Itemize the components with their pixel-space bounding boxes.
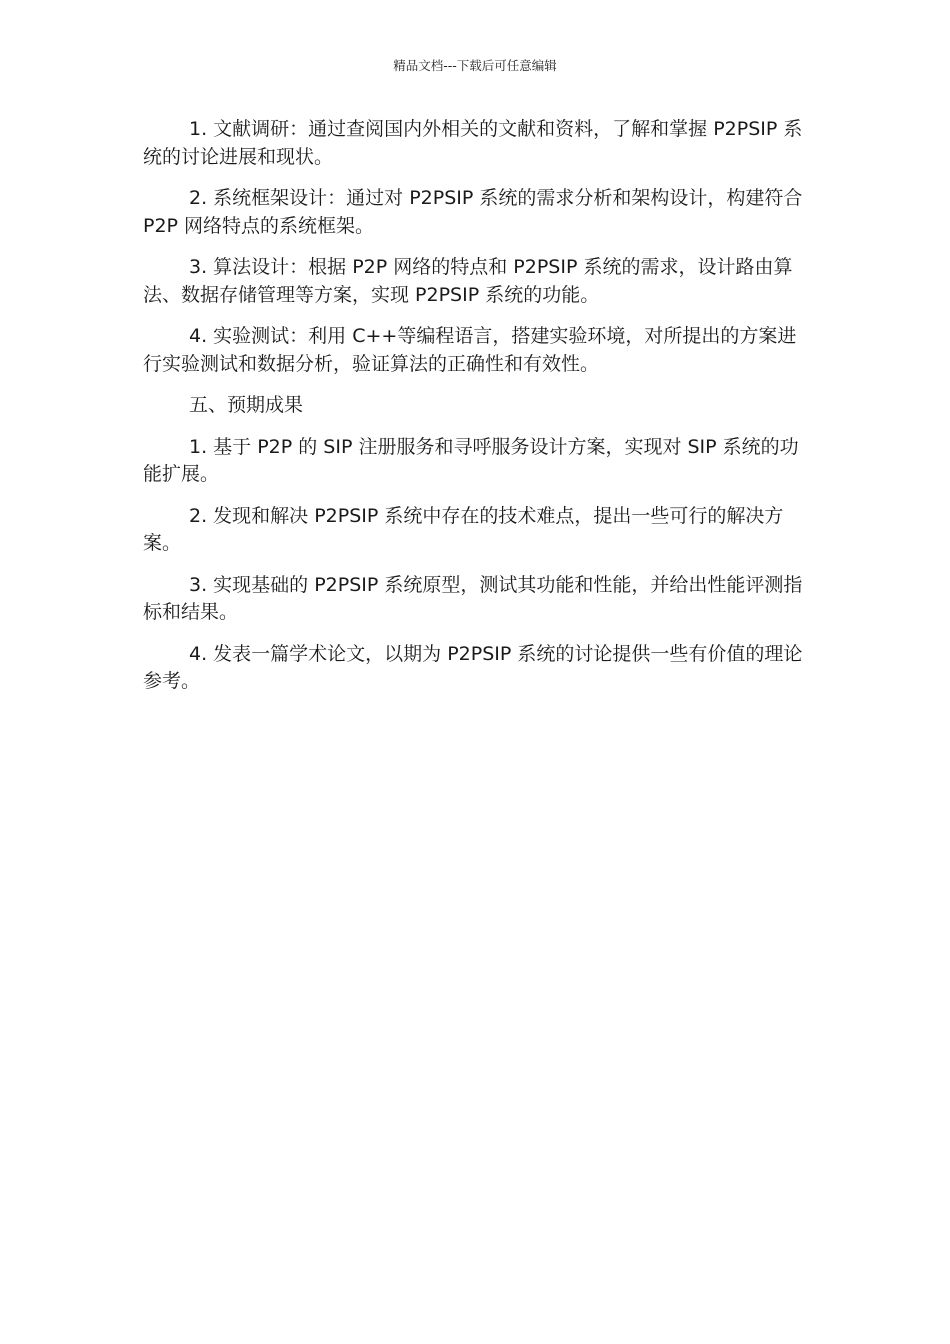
- result-sip-design: 1. 基于 P2P 的 SIP 注册服务和寻呼服务设计方案，实现对 SIP 系统的功能扩展。: [143, 435, 799, 485]
- method-algorithm-design: 3. 算法设计：根据 P2P 网络的特点和 P2PSIP 系统的需求，设计路由算法、数据存储管理等方案，实现 P2PSIP 系统的功能。: [143, 256, 793, 306]
- page-header: 精品文档---下载后可任意编辑: [393, 58, 557, 73]
- method-experiment-testing: 4. 实验测试：利用 C++等编程语言，搭建实验环境，对所提出的方案进行实验测试和数据分析，验证算法的正确性和有效性。: [143, 325, 797, 375]
- section-heading-expected-results: 五、预期成果: [189, 394, 304, 416]
- result-paper: 4. 发表一篇学术论文，以期为 P2PSIP 系统的讨论提供一些有价值的理论参考。: [143, 642, 803, 692]
- document-body: [143, 116, 808, 710]
- result-prototype: 3. 实现基础的 P2PSIP 系统原型，测试其功能和性能，并给出性能评测指标和结果。: [143, 573, 803, 623]
- method-literature-review: 1. 文献调研：通过查阅国内外相关的文献和资料，了解和掌握 P2PSIP 系统的讨论进展和现状。: [143, 118, 803, 168]
- result-solve-difficulties: 2. 发现和解决 P2PSIP 系统中存在的技术难点，提出一些可行的解决方案。: [143, 504, 784, 554]
- method-framework-design: 2. 系统框架设计：通过对 P2PSIP 系统的需求分析和架构设计，构建符合 P2P 网络特点的系统框架。: [143, 187, 803, 237]
